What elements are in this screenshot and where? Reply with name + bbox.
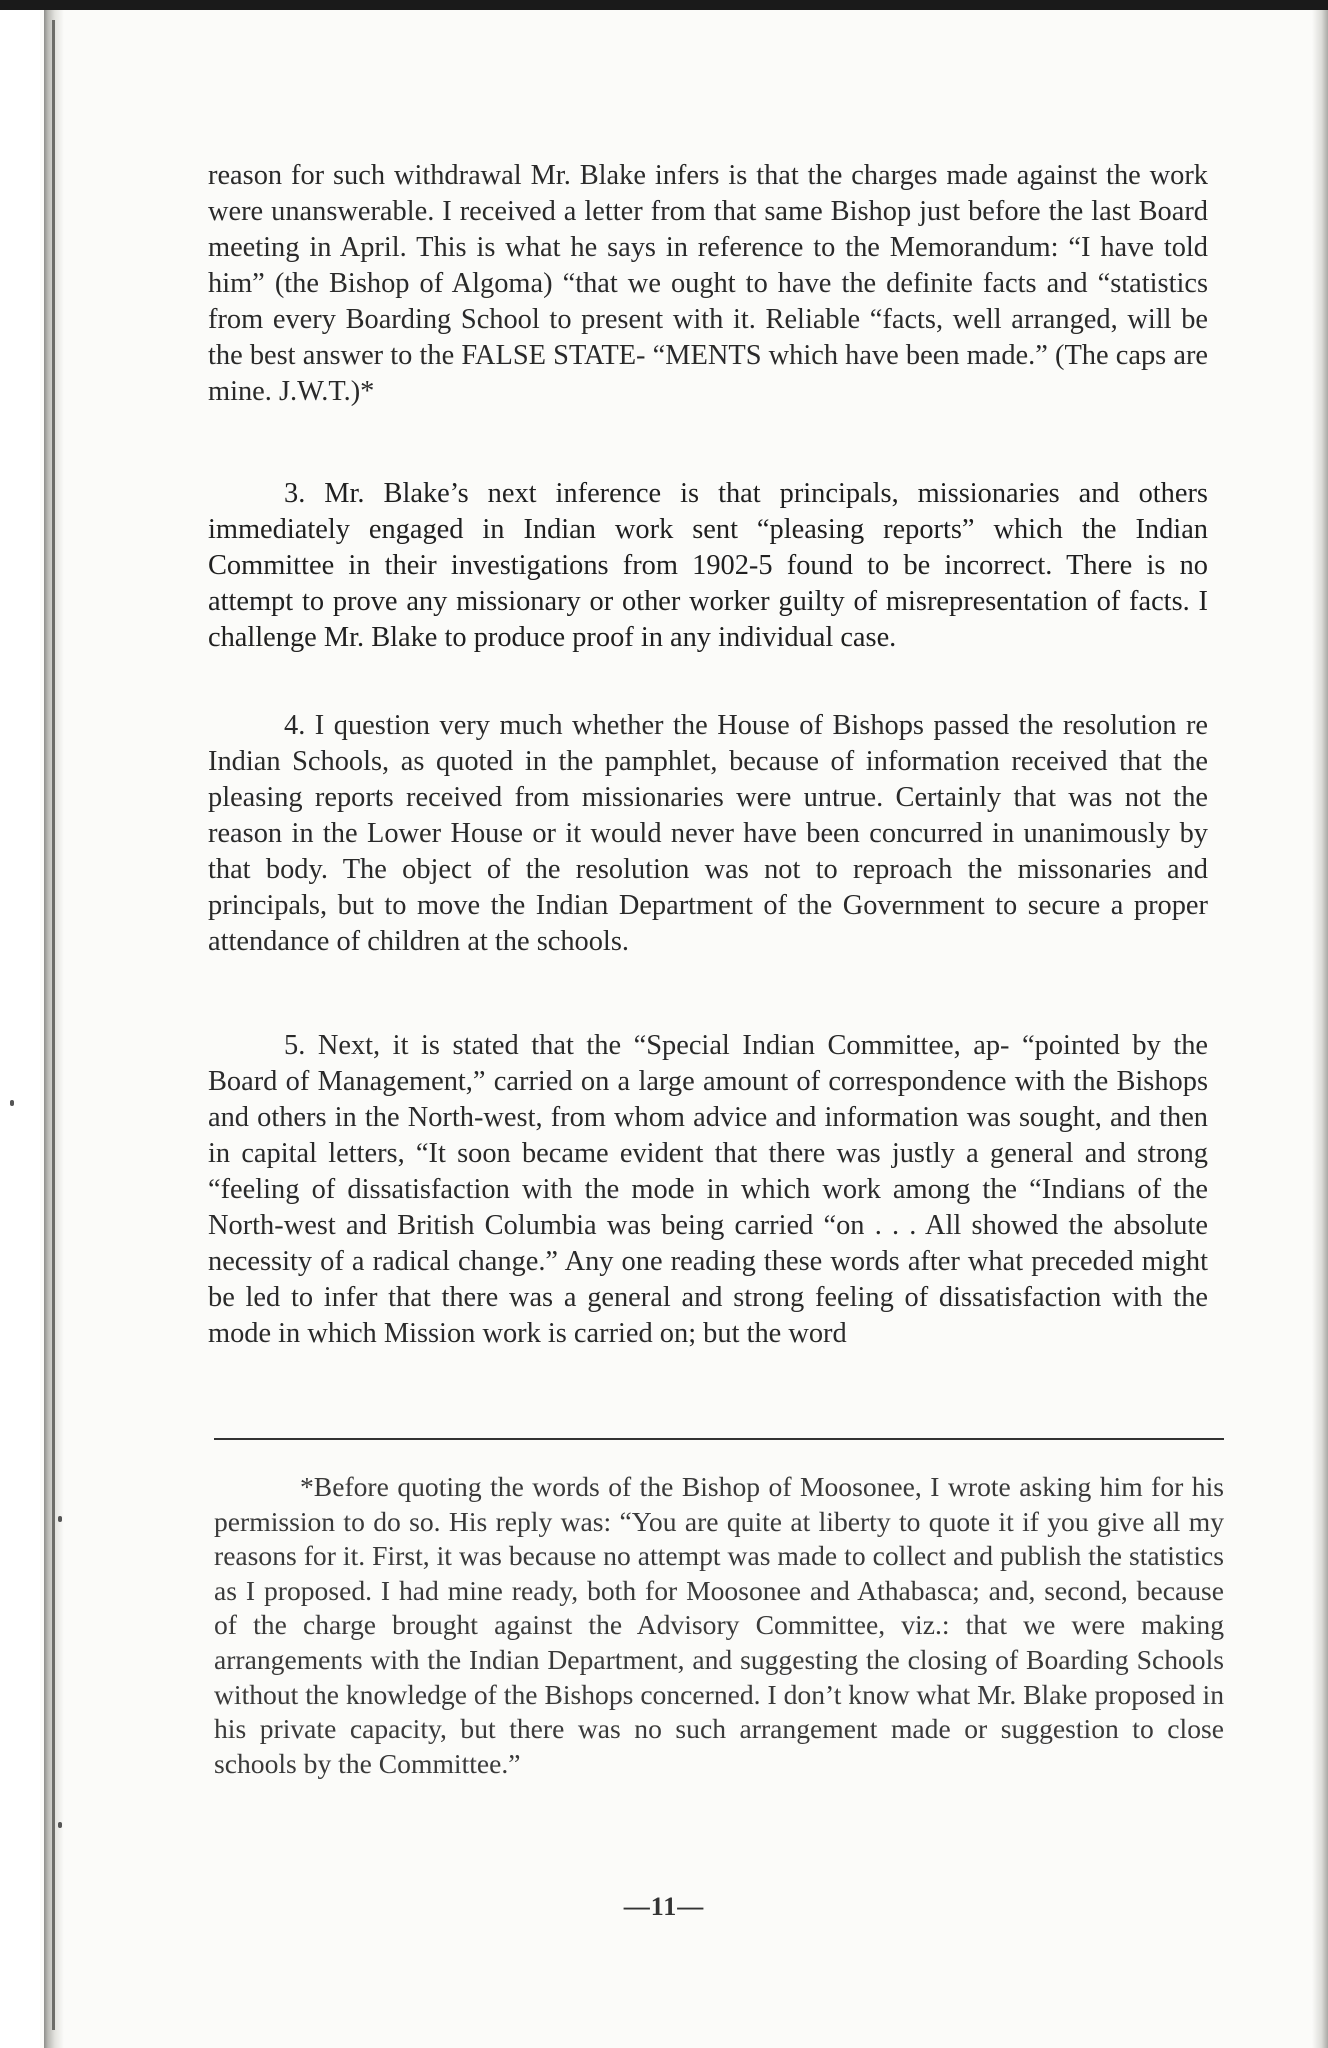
page-right-edge [1312,10,1328,2048]
body-paragraph-continuation: reason for such withdrawal Mr. Blake infers is that the charges made against the work were unanswerable. I received a letter from that same Bishop just before the last Board meeting in April. This is what he says in reference to the Memorandum: “I have told him” (the Bishop of Algoma) “that we ought to have the definite facts and “statistics from every Boarding School to present with it. Reliable “facts, well arranged, will be the best answer to the FALSE STATE- “MENTS which have been made.” (The caps are mine. J.W.T.)* [208,160,1208,407]
binding-gutter-line [52,20,55,2030]
margin-speck [58,1516,62,1522]
margin-speck [58,1822,62,1828]
scan-top-edge [0,0,1328,10]
margin-speck [10,1100,14,1106]
page-number: —11— [623,1892,705,1921]
body-paragraph-4: 4. I question very much whether the House of Bishops passed the resolution re Indian Schools, as quoted in the pamphlet, because of information received that the pleasing reports received from missionaries were untrue. Certainly that was not the reason in the Lower House or it would never have been concurred in unanimously by that body. The object of the resolution was not to reproach the missonaries and principals, but to move the Indian Department of the Government to secure a proper attendance of children at the schools. [208,710,1208,957]
body-paragraph-5: 5. Next, it is stated that the “Special Indian Committee, ap- “pointed by the Board of Management,” carried on a large amount of correspondence with the Bishops and others in the North-west, from whom advice and information was sought, and then in capital letters, “It soon became evident that there was justly a general and strong “feeling of dissatisfaction with the mode in which work among the “Indians of the North-west and British Columbia was being carried “on . . . All showed the absolute necessity of a radical change.” Any one reading these words after what preceded might be led to infer that there was a general and strong feeling of dissatisfaction with the mode in which Mission work is carried on; but the word [208,1030,1208,1349]
footnote-separator-rule [214,1438,1224,1440]
footnote: *Before quoting the words of the Bishop of Moosonee, I wrote asking him for his permission to do so. His reply was: “You are quite at liberty to quote it if you give all my reasons for it. First, it was because no attempt was made to collect and publish the statistics as I proposed. I had mine ready, both for Moosonee and Athabasca; and, second, because of the charge brought against the Advisory Committee, viz.: that we were making arrangements with the Indian Department, and suggesting the closing of Boarding Schools without the knowledge of the Bishops concerned. I don’t know what Mr. Blake proposed in his private capacity, but there was no such arrangement made or suggestion to close schools by the Committee.” [214,1471,1224,1779]
body-paragraph-3: 3. Mr. Blake’s next inference is that principals, missionaries and others immediately engaged in Indian work sent “pleasing reports” which the Indian Committee in their investigations from 1902-5 found to be incorrect. There is no attempt to prove any missionary or other worker guilty of misrepresentation of facts. I challenge Mr. Blake to produce proof in any individual case. [208,478,1208,653]
